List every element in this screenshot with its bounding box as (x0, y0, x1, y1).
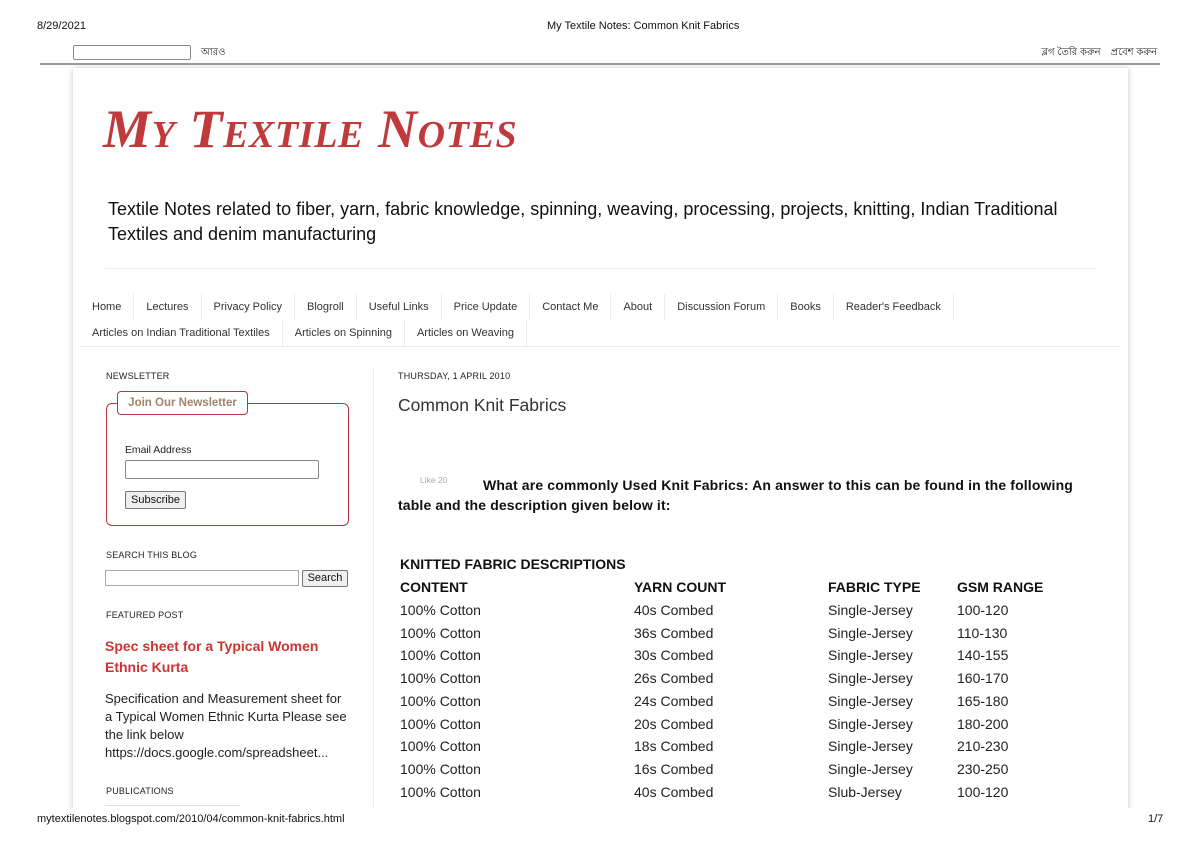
email-field[interactable] (125, 460, 319, 479)
search-heading: SEARCH THIS BLOG (106, 550, 198, 560)
table-header-row (400, 576, 1096, 599)
newsletter-legend: Join Our Newsletter (117, 391, 248, 415)
fabric-type-cell: Single-Jersey (828, 761, 913, 777)
print-url: mytextilenotes.blogspot.com/2010/04/common-knit-fabrics.html (37, 813, 345, 825)
tab-about[interactable]: About (611, 294, 665, 320)
print-page-title: My Textile Notes: Common Knit Fabrics (547, 20, 740, 32)
content-cell: 100% Cotton (400, 601, 481, 618)
content-cell: 100% Cotton (400, 624, 481, 641)
tab-books[interactable]: Books (778, 294, 834, 320)
yarn-count-cell: 26s Combed (634, 670, 714, 686)
column-header-content: CONTENT (400, 579, 468, 595)
tab-articles-on-weaving[interactable]: Articles on Weaving (405, 320, 527, 346)
tabs-row2 (80, 320, 1120, 346)
fabric-type-cell: Slub-Jersey (828, 783, 902, 800)
fabric-type-cell: Single-Jersey (828, 715, 913, 732)
yarn-count-cell: 40s Combed (634, 783, 714, 800)
fabric-table-body (400, 599, 1096, 804)
table-row (400, 622, 1096, 645)
column-header-yarn-count: YARN COUNT (634, 579, 727, 595)
post-title: Common Knit Fabrics (398, 395, 567, 415)
fabric-type-cell: Single-Jersey (828, 601, 913, 618)
fabric-type-cell: Single-Jersey (828, 692, 913, 709)
tab-lectures[interactable]: Lectures (134, 294, 201, 320)
blog-title[interactable]: My Textile Notes (103, 99, 518, 159)
column-header-fabric-type: FABRIC TYPE (828, 579, 921, 595)
gsm-range-cell: 160-170 (957, 670, 1009, 686)
content-cell: 100% Cotton (400, 715, 481, 732)
post-date: THURSDAY, 1 APRIL 2010 (398, 371, 511, 381)
search-button[interactable]: Search (302, 570, 348, 587)
tab-home[interactable]: Home (80, 294, 134, 320)
yarn-count-cell: 24s Combed (634, 692, 714, 709)
table-caption: KNITTED FABRIC DESCRIPTIONS (400, 556, 626, 572)
gsm-range-cell: 100-120 (957, 783, 1009, 800)
featured-post-snippet: Specification and Measurement sheet for a Typical Women Ethnic Kurta Please see the link below https://docs.google.com/spreadsheet... (105, 691, 347, 760)
tab-articles-on-indian-traditional-textiles[interactable]: Articles on Indian Traditional Textiles (80, 320, 283, 346)
content-cell: 100% Cotton (400, 761, 481, 777)
table-row (400, 735, 1096, 758)
fabric-table-head (400, 576, 1096, 599)
gsm-range-cell: 230-250 (957, 761, 1009, 777)
yarn-count-cell: 16s Combed (634, 761, 714, 777)
tab-discussion-forum[interactable]: Discussion Forum (665, 294, 778, 320)
yarn-count-cell: 30s Combed (634, 647, 714, 664)
header-divider (105, 268, 1096, 269)
content-cell: 100% Cotton (400, 647, 481, 664)
gsm-range-cell: 165-180 (957, 692, 1009, 709)
publications-widget-edge (105, 805, 240, 806)
navbar-search-input[interactable] (73, 45, 191, 60)
table-row (400, 644, 1096, 667)
table-row (400, 690, 1096, 713)
yarn-count-cell: 40s Combed (634, 601, 714, 618)
page-tabs (80, 294, 1120, 347)
tab-contact-me[interactable]: Contact Me (530, 294, 611, 320)
tab-articles-on-spinning[interactable]: Articles on Spinning (283, 320, 405, 346)
table-row (400, 758, 1096, 781)
yarn-count-cell: 20s Combed (634, 715, 714, 732)
content-cell: 100% Cotton (400, 670, 481, 686)
table-row (400, 599, 1096, 622)
email-label: Email Address (125, 445, 192, 456)
tab-useful-links[interactable]: Useful Links (357, 294, 442, 320)
tab-reader-s-feedback[interactable]: Reader's Feedback (834, 294, 954, 320)
fabric-type-cell: Single-Jersey (828, 738, 913, 755)
print-date: 8/29/2021 (37, 20, 86, 32)
post-intro: What are commonly Used Knit Fabrics: An answer to this can be found in the following table and the description given below it: (398, 477, 1073, 513)
sign-in-link[interactable]: প্রবেশ করুন (1110, 47, 1157, 58)
blog-search-input[interactable] (105, 570, 299, 586)
table-row (400, 781, 1096, 804)
blog-description: Textile Notes related to fiber, yarn, fabric knowledge, spinning, weaving, processing, projects, knitting, Indian Traditional Textiles and denim manufacturing (108, 199, 1058, 244)
tab-price-update[interactable]: Price Update (442, 294, 531, 320)
gsm-range-cell: 140-155 (957, 647, 1009, 664)
yarn-count-cell: 18s Combed (634, 738, 714, 755)
column-divider (373, 368, 374, 808)
content-cell: 100% Cotton (400, 783, 481, 800)
table-row (400, 667, 1096, 690)
yarn-count-cell: 36s Combed (634, 624, 714, 641)
publications-heading: PUBLICATIONS (106, 786, 174, 796)
featured-post-title[interactable]: Spec sheet for a Typical Women Ethnic Kurta (105, 638, 319, 675)
gsm-range-cell: 100-120 (957, 601, 1009, 618)
gsm-range-cell: 110-130 (957, 624, 1008, 641)
subscribe-button[interactable]: Subscribe (125, 491, 186, 509)
content-cell: 100% Cotton (400, 692, 481, 709)
create-blog-link[interactable]: ব্লগ তৈরি করুন (1041, 47, 1101, 58)
gsm-range-cell: 180-200 (957, 715, 1009, 732)
like-button[interactable]: Like 20 (420, 475, 448, 485)
navbar-more-link[interactable]: আরও (201, 47, 226, 58)
fabric-table (400, 576, 1096, 804)
newsletter-heading: NEWSLETTER (106, 371, 170, 381)
navbar-actions (1042, 46, 1157, 59)
fabric-type-cell: Single-Jersey (828, 624, 913, 641)
tab-blogroll[interactable]: Blogroll (295, 294, 357, 320)
column-header-gsm-range: GSM RANGE (957, 579, 1044, 595)
featured-post-heading: FEATURED POST (106, 610, 184, 620)
print-page-number: 1/7 (1148, 813, 1164, 825)
tab-privacy-policy[interactable]: Privacy Policy (202, 294, 295, 320)
gsm-range-cell: 210-230 (957, 738, 1009, 755)
fabric-type-cell: Single-Jersey (828, 670, 913, 686)
fabric-type-cell: Single-Jersey (828, 647, 913, 664)
table-row (400, 713, 1096, 736)
tabs-row1 (80, 294, 1120, 320)
content-cell: 100% Cotton (400, 738, 481, 755)
